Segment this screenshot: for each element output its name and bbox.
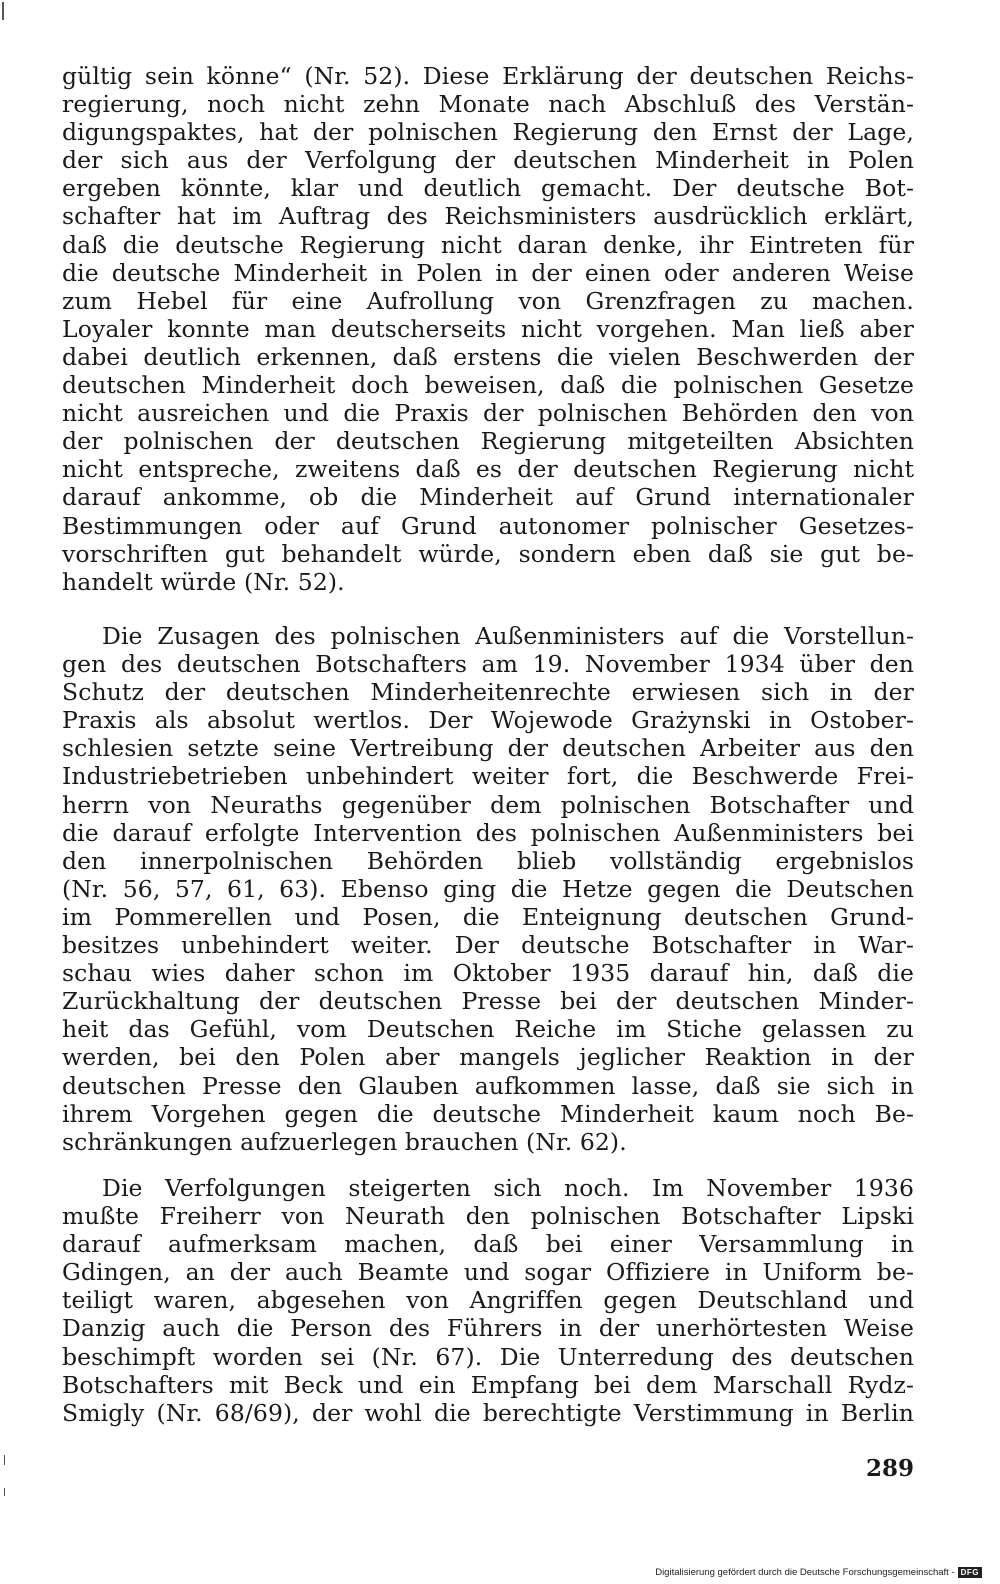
footer-text: Digitalisierung gefördert durch die Deutsche Forschungsgemeinschaft - bbox=[655, 1567, 955, 1578]
text-line: die deutsche Minderheit in Polen in der einen oder anderen Weise bbox=[62, 258, 914, 287]
text-line: Zurückhaltung der deutschen Presse bei der deutschen Minder- bbox=[62, 987, 914, 1016]
text-line: Botschafters mit Beck und ein Empfang bei dem Marschall Rydz- bbox=[62, 1370, 914, 1399]
text-line: den innerpolnischen Behörden blieb vollständig ergebnislos bbox=[62, 846, 914, 875]
dfg-logo-icon: DFG bbox=[958, 1567, 982, 1578]
text-line: deutschen Minderheit doch beweisen, daß die polnischen Gesetze bbox=[62, 371, 914, 400]
text-line: Danzig auch die Person des Führers in der unerhörtesten Weise bbox=[62, 1314, 914, 1343]
text-line: der sich aus der Verfolgung der deutschen Minderheit in Polen bbox=[62, 146, 914, 175]
text-line: Smigly (Nr. 68/69), der wohl die berechtigte Verstimmung in Berlin bbox=[62, 1398, 914, 1427]
scan-margin-mark bbox=[4, 1455, 5, 1465]
text-line: deutschen Presse den Glauben aufkommen lasse, daß sie sich in bbox=[62, 1071, 914, 1100]
text-line: Praxis als absolut wertlos. Der Wojewode Grażynski in Ostober- bbox=[62, 706, 914, 735]
text-line: (Nr. 56, 57, 61, 63). Ebenso ging die Hetze gegen die Deutschen bbox=[62, 874, 914, 903]
text-line: gen des deutschen Botschafters am 19. November 1934 über den bbox=[62, 650, 914, 679]
text-line: schlesien setzte seine Vertreibung der deutschen Arbeiter aus den bbox=[62, 734, 914, 763]
paragraph-2 bbox=[62, 622, 914, 1156]
text-line: dabei deutlich erkennen, daß erstens die vielen Beschwerden der bbox=[62, 342, 914, 371]
text-line: digungspaktes, hat der polnischen Regierung den Ernst der Lage, bbox=[62, 118, 914, 147]
text-line: schau wies daher schon im Oktober 1935 darauf hin, daß die bbox=[62, 959, 914, 988]
text-line: mußte Freiherr von Neurath den polnischen Botschafter Lipski bbox=[62, 1202, 914, 1231]
text-line: Industriebetrieben unbehindert weiter fort, die Beschwerde Frei- bbox=[62, 762, 914, 791]
paragraph-3 bbox=[62, 1174, 914, 1427]
scan-margin-mark bbox=[2, 2, 4, 20]
text-line: Bestimmungen oder auf Grund autonomer polnischer Gesetzes- bbox=[62, 511, 914, 540]
paragraph-1 bbox=[62, 62, 914, 596]
text-line: daß die deutsche Regierung nicht daran denke, ihr Eintreten für bbox=[62, 230, 914, 259]
text-line: darauf aufmerksam machen, daß bei einer Versammlung in bbox=[62, 1230, 914, 1259]
text-line: Schutz der deutschen Minderheitenrechte erwiesen sich in der bbox=[62, 678, 914, 707]
text-line: Die Zusagen des polnischen Außenministers auf die Vorstellun- bbox=[102, 622, 914, 650]
text-line: vorschriften gut behandelt würde, sondern eben daß sie gut be- bbox=[62, 539, 914, 568]
text-line: Die Verfolgungen steigerten sich noch. Im November 1936 bbox=[102, 1174, 914, 1202]
text-line: ihrem Vorgehen gegen die deutsche Minderheit kaum noch Be- bbox=[62, 1099, 914, 1128]
page-number: 289 bbox=[866, 1455, 915, 1482]
text-line: nicht entspreche, zweitens daß es der deutschen Regierung nicht bbox=[62, 455, 914, 484]
digitization-footer bbox=[655, 1567, 982, 1578]
text-line: werden, bei den Polen aber mangels jeglicher Reaktion in der bbox=[62, 1043, 914, 1072]
text-line: schränkungen aufzuerlegen brauchen (Nr. 62). bbox=[62, 1127, 627, 1156]
text-line: Loyaler konnte man deutscherseits nicht vorgehen. Man ließ aber bbox=[62, 314, 914, 343]
text-line: teiligt waren, abgesehen von Angriffen gegen Deutschland und bbox=[62, 1286, 914, 1315]
text-line: besitzes unbehindert weiter. Der deutsche Botschafter in War- bbox=[62, 931, 914, 960]
text-line: zum Hebel für eine Aufrollung von Grenzfragen zu machen. bbox=[62, 286, 914, 315]
text-line: heit das Gefühl, vom Deutschen Reiche im Stiche gelassen zu bbox=[62, 1015, 914, 1044]
text-line: im Pommerellen und Posen, die Enteignung deutschen Grund- bbox=[62, 902, 914, 931]
text-line: der polnischen der deutschen Regierung mitgeteilten Absichten bbox=[62, 427, 914, 456]
text-line: regierung, noch nicht zehn Monate nach Abschluß des Verstän- bbox=[62, 90, 914, 119]
text-line: schafter hat im Auftrag des Reichsministers ausdrücklich erklärt, bbox=[62, 202, 914, 231]
text-line: Gdingen, an der auch Beamte und sogar Offiziere in Uniform be- bbox=[62, 1258, 914, 1287]
text-line: handelt würde (Nr. 52). bbox=[62, 567, 345, 596]
text-line: darauf ankomme, ob die Minderheit auf Grund internationaler bbox=[62, 483, 914, 512]
text-line: gültig sein könne“ (Nr. 52). Diese Erklärung der deutschen Reichs- bbox=[62, 62, 914, 90]
text-line: herrn von Neuraths gegenüber dem polnischen Botschafter und bbox=[62, 790, 914, 819]
text-line: die darauf erfolgte Intervention des polnischen Außenministers bei bbox=[62, 818, 914, 847]
text-line: nicht ausreichen und die Praxis der polnischen Behörden den von bbox=[62, 399, 914, 428]
text-line: ergeben könnte, klar und deutlich gemacht. Der deutsche Bot- bbox=[62, 174, 914, 203]
text-line: beschimpft worden sei (Nr. 67). Die Unterredung des deutschen bbox=[62, 1342, 914, 1371]
scan-margin-mark bbox=[4, 1488, 5, 1496]
